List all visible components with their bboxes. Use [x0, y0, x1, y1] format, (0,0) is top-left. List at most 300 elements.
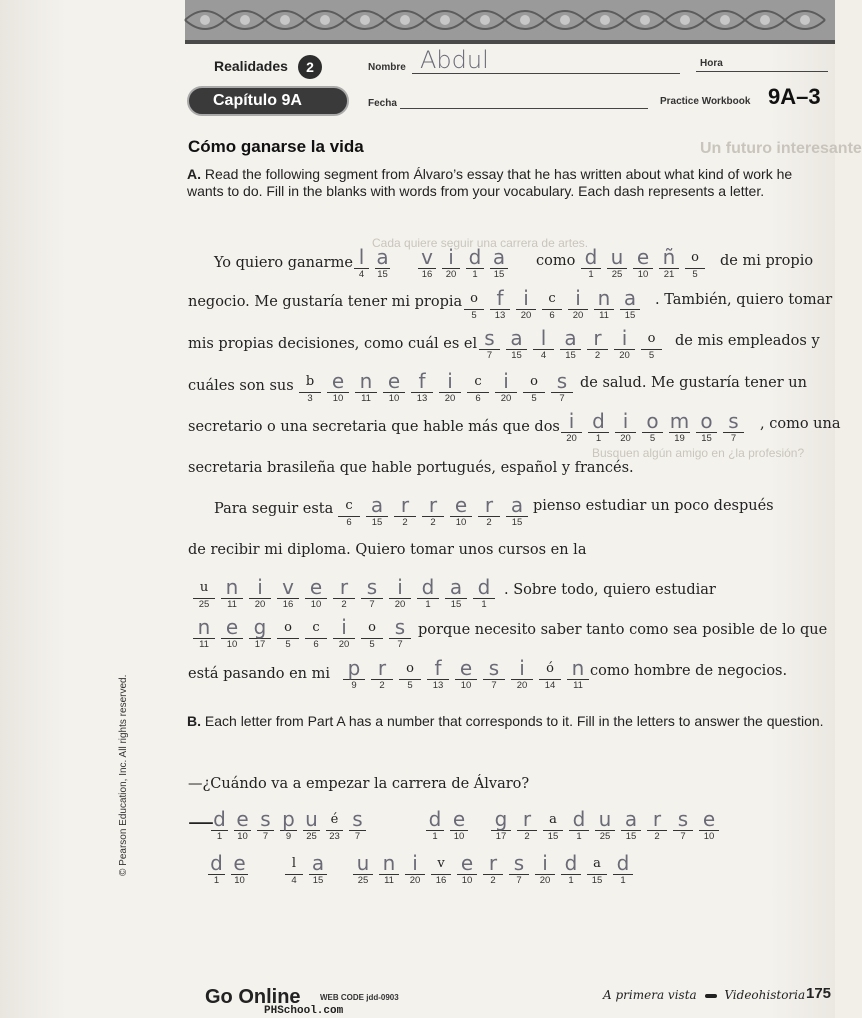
slot-number: 15	[624, 310, 636, 321]
hora-label: Hora	[700, 58, 723, 69]
letter-slot[interactable]	[374, 246, 391, 280]
slot-number: 6	[475, 393, 481, 404]
blank-la[interactable]	[284, 852, 332, 888]
slot-number: 1	[425, 599, 431, 610]
letter-slot[interactable]	[454, 657, 478, 691]
slot-number: 7	[491, 680, 497, 691]
fecha-line[interactable]	[400, 108, 648, 109]
slot-letter: l	[540, 326, 547, 350]
slot-number: 1	[588, 269, 594, 280]
letter-slot[interactable]	[668, 410, 691, 444]
essay-text: de mi propio	[720, 253, 814, 269]
letter-slot[interactable]	[248, 616, 272, 650]
letter-slot[interactable]	[370, 657, 394, 691]
slot-number: 15	[625, 831, 637, 842]
letter-slot[interactable]	[612, 852, 634, 886]
letter-slot[interactable]	[559, 327, 582, 361]
letter-slot[interactable]	[586, 852, 608, 886]
letter-slot[interactable]	[332, 616, 356, 650]
letter-slot[interactable]	[449, 808, 469, 842]
letter-slot[interactable]	[508, 852, 530, 886]
letter-slot[interactable]	[276, 616, 300, 650]
essay-text: porque necesito saber tanto como sea posible de lo que	[418, 622, 828, 638]
letter-slot[interactable]	[382, 370, 406, 404]
letter-slot[interactable]	[580, 246, 602, 280]
letter-slot[interactable]	[620, 808, 642, 842]
slot-number: 10	[455, 517, 467, 528]
letter-slot[interactable]	[510, 657, 534, 691]
slot-letter: s	[352, 807, 363, 831]
decorative-banner	[185, 0, 835, 44]
letter-slot[interactable]	[489, 287, 511, 321]
letter-slot[interactable]	[398, 657, 422, 691]
slot-number: 2	[654, 831, 660, 842]
letter-slot[interactable]	[478, 327, 501, 361]
slot-letter: i	[542, 851, 548, 875]
blank-graduarse[interactable]	[490, 808, 724, 844]
slot-number: 11	[199, 639, 209, 650]
letter-slot[interactable]	[505, 494, 529, 528]
slot-letter: g	[494, 807, 508, 831]
slot-letter: a	[370, 493, 384, 517]
slot-letter: u	[199, 580, 209, 595]
bleed-through-text: Un futuro interesante	[700, 140, 862, 157]
letter-slot[interactable]	[354, 370, 378, 404]
essay-text: secretaria brasileña que hable portugués, español y francés.	[188, 460, 634, 476]
slot-letter: c	[548, 291, 556, 306]
slot-number: 20	[520, 310, 532, 321]
book-section	[603, 988, 805, 1002]
blank-de[interactable]	[207, 852, 253, 888]
letter-slot[interactable]	[388, 616, 412, 650]
letter-slot[interactable]	[532, 327, 555, 361]
practice-workbook-label: Practice Workbook	[660, 96, 751, 107]
letter-slot[interactable]	[325, 808, 344, 842]
slot-letter: l	[291, 856, 297, 871]
slot-number: 11	[227, 599, 237, 610]
slot-letter: s	[488, 656, 500, 680]
slot-letter: i	[568, 409, 575, 433]
essay-text: como	[536, 253, 576, 269]
slot-number: 20	[572, 310, 584, 321]
essay-text: de salud. Me gustaría tener un	[580, 375, 807, 391]
letter-slot[interactable]	[220, 616, 244, 650]
slot-number: 1	[576, 831, 582, 842]
letter-slot[interactable]	[566, 657, 590, 691]
letter-slot[interactable]	[567, 287, 589, 321]
letter-slot[interactable]	[248, 576, 272, 610]
slot-number: 7	[730, 433, 737, 444]
slot-letter: p	[347, 656, 361, 680]
page-number: 175	[806, 985, 832, 1002]
letter-slot[interactable]	[410, 370, 434, 404]
letter-slot[interactable]	[658, 246, 680, 280]
letter-slot[interactable]	[698, 808, 720, 842]
slot-letter: e	[636, 245, 650, 269]
slot-letter: e	[454, 493, 468, 517]
slot-number: 15	[312, 875, 324, 886]
slot-number: 13	[416, 393, 428, 404]
slot-letter: r	[522, 807, 532, 831]
slot-number: 15	[493, 269, 505, 280]
letter-slot[interactable]	[613, 327, 636, 361]
letter-slot[interactable]	[534, 852, 556, 886]
slot-number: 6	[549, 310, 555, 321]
blank-profesion[interactable]	[342, 657, 594, 693]
slot-letter: a	[593, 856, 601, 871]
letter-slot[interactable]	[482, 852, 504, 886]
letter-slot[interactable]	[614, 410, 637, 444]
letter-slot[interactable]	[365, 494, 389, 528]
letter-slot[interactable]	[388, 576, 412, 610]
slot-number: 7	[397, 639, 403, 650]
slot-number: 20	[619, 350, 630, 361]
part-b-question: —¿Cuándo va a empezar la carrera de Álvaro?	[188, 776, 530, 792]
slot-letter: e	[236, 807, 249, 831]
slot-letter: e	[387, 369, 401, 393]
slot-number: 25	[306, 831, 317, 842]
web-code: WEB CODE jdd-0903	[320, 993, 399, 1002]
letter-slot[interactable]	[233, 808, 252, 842]
slot-letter: c	[474, 374, 482, 389]
slot-number: 10	[703, 831, 715, 842]
blank-beneficios[interactable]	[298, 370, 578, 406]
letter-slot[interactable]	[516, 808, 538, 842]
slot-letter: d	[477, 575, 491, 599]
blank-la[interactable]	[353, 246, 395, 282]
blank-de[interactable]	[425, 808, 473, 844]
blank-universidad[interactable]	[192, 576, 500, 612]
letter-slot[interactable]	[672, 808, 694, 842]
letter-slot[interactable]	[456, 852, 478, 886]
letter-slot[interactable]	[348, 808, 367, 842]
slot-number: 7	[354, 831, 361, 842]
slot-number: 5	[407, 680, 413, 691]
letter-slot[interactable]	[560, 410, 583, 444]
slot-letter: ñ	[662, 245, 676, 269]
letter-slot[interactable]	[304, 576, 328, 610]
letter-slot[interactable]	[641, 410, 664, 444]
blank-dueno[interactable]	[580, 246, 710, 282]
letter-slot[interactable]	[587, 410, 610, 444]
slot-letter: s	[484, 326, 495, 350]
slot-letter: e	[225, 615, 239, 639]
slot-letter: p	[282, 807, 295, 831]
slot-letter: é	[330, 812, 339, 827]
letter-slot[interactable]	[542, 808, 564, 842]
slot-number: 15	[511, 350, 522, 361]
letter-slot[interactable]	[352, 852, 374, 886]
letter-slot[interactable]	[207, 852, 226, 886]
slot-letter: i	[448, 245, 454, 269]
part-a-text: Read the following segment from Álvaro’s essay that he has written about what kind of work he wants to do. Fill in the blanks with words from your vocabulary. Each dash represents a letter.	[187, 166, 793, 199]
letter-slot[interactable]	[593, 287, 615, 321]
slot-letter: s	[260, 807, 271, 831]
slot-number: 2	[524, 831, 530, 842]
letter-slot[interactable]	[220, 576, 244, 610]
letter-slot[interactable]	[515, 287, 537, 321]
slot-number: 15	[450, 599, 462, 610]
letter-slot[interactable]	[256, 808, 275, 842]
letter-slot[interactable]	[302, 808, 321, 842]
slot-letter: r	[652, 807, 662, 831]
slot-number: 7	[559, 393, 565, 404]
letter-slot[interactable]	[326, 370, 350, 404]
slot-number: 15	[591, 875, 603, 886]
letter-slot[interactable]	[337, 494, 361, 528]
letter-slot[interactable]	[505, 327, 528, 361]
slot-number: 20	[566, 433, 577, 444]
slot-letter: r	[339, 575, 349, 599]
hora-line[interactable]	[696, 71, 828, 72]
letter-slot[interactable]	[550, 370, 574, 404]
slot-letter: a	[549, 812, 557, 827]
slot-number: 1	[213, 875, 220, 886]
slot-letter: l	[358, 245, 365, 269]
fecha-label: Fecha	[368, 98, 397, 109]
slot-number: 11	[361, 393, 371, 404]
letter-slot[interactable]	[421, 494, 445, 528]
slot-number: 15	[511, 517, 523, 528]
slot-letter: r	[484, 493, 494, 517]
slot-number: 10	[332, 393, 344, 404]
essay-text: cuáles son sus	[188, 378, 294, 394]
slot-letter: f	[496, 286, 504, 310]
essay-text: Para seguir esta	[214, 501, 334, 517]
letter-slot[interactable]	[298, 370, 322, 404]
slot-number: 2	[490, 875, 496, 886]
blank-universidad[interactable]	[352, 852, 638, 888]
slot-letter: d	[564, 851, 578, 875]
slot-letter: i	[523, 286, 529, 310]
slot-number: 10	[310, 599, 322, 610]
slot-letter: o	[368, 620, 376, 635]
letter-slot[interactable]	[441, 246, 461, 280]
slot-letter: e	[452, 807, 466, 831]
slot-number: 20	[539, 875, 551, 886]
slot-letter: n	[359, 369, 373, 393]
divider-icon	[705, 994, 717, 998]
letter-slot[interactable]	[360, 616, 384, 650]
essay-text: está pasando en mi	[188, 666, 330, 682]
slot-number: 10	[461, 875, 473, 886]
slot-number: 5	[649, 433, 656, 444]
slot-number: 15	[377, 269, 388, 280]
nombre-value[interactable]: Abdul	[420, 46, 489, 74]
essay-text: como hombre de negocios.	[590, 663, 788, 679]
letter-slot[interactable]	[230, 852, 249, 886]
letter-slot[interactable]	[522, 370, 546, 404]
slot-number: 4	[291, 875, 297, 886]
letter-slot[interactable]	[684, 246, 706, 280]
letter-slot[interactable]	[378, 852, 400, 886]
blank-negocios[interactable]	[192, 616, 416, 652]
phschool-link[interactable]: PHSchool.com	[264, 1005, 344, 1017]
letter-slot[interactable]	[568, 808, 590, 842]
letter-slot[interactable]	[482, 657, 506, 691]
slot-letter: r	[400, 493, 410, 517]
letter-slot[interactable]	[417, 246, 437, 280]
letter-slot[interactable]	[192, 576, 216, 610]
slot-letter: e	[331, 369, 345, 393]
slot-number: 11	[384, 875, 394, 886]
slot-number: 1	[216, 831, 223, 842]
letter-slot[interactable]	[416, 576, 440, 610]
essay-text: de mis empleados y	[675, 333, 820, 349]
slot-number: 7	[369, 599, 375, 610]
slot-number: 6	[346, 517, 352, 528]
slot-letter: a	[624, 807, 638, 831]
slot-number: 5	[369, 639, 375, 650]
slot-number: 7	[262, 831, 269, 842]
slot-number: 5	[531, 393, 537, 404]
letter-slot[interactable]	[538, 657, 562, 691]
slot-letter: n	[571, 656, 585, 680]
letter-slot[interactable]	[640, 327, 663, 361]
slot-number: 2	[594, 350, 601, 361]
letter-slot[interactable]	[430, 852, 452, 886]
letter-slot[interactable]	[284, 852, 304, 886]
letter-slot[interactable]	[426, 657, 450, 691]
slot-letter: r	[428, 493, 438, 517]
letter-slot[interactable]	[489, 246, 509, 280]
blank-oficina[interactable]	[463, 287, 645, 323]
essay-text: mis propias decisiones, como cuál es el	[188, 336, 478, 352]
essay-text: de recibir mi diploma. Quiero tomar unos cursos en la	[188, 542, 587, 558]
slot-letter: o	[530, 374, 538, 389]
slot-letter: o	[406, 661, 414, 676]
slot-number: 16	[421, 269, 433, 280]
letter-slot[interactable]	[695, 410, 718, 444]
slot-letter: d	[210, 851, 223, 875]
slot-letter: ó	[546, 661, 554, 676]
letter-slot[interactable]	[276, 576, 300, 610]
slot-number: 10	[388, 393, 400, 404]
letter-slot[interactable]	[465, 246, 485, 280]
slot-number: 15	[565, 350, 576, 361]
blank-carrera[interactable]	[337, 494, 533, 530]
letter-slot[interactable]	[586, 327, 609, 361]
letter-slot[interactable]	[619, 287, 641, 321]
letter-slot[interactable]	[438, 370, 462, 404]
letter-slot[interactable]	[541, 287, 563, 321]
letter-slot[interactable]	[210, 808, 229, 842]
letter-slot[interactable]	[342, 657, 366, 691]
slot-letter: e	[702, 807, 716, 831]
blank-salario[interactable]	[478, 327, 667, 363]
slot-number: 2	[379, 680, 385, 691]
slot-letter: i	[412, 851, 418, 875]
letter-slot[interactable]	[472, 576, 496, 610]
letter-slot[interactable]	[606, 246, 628, 280]
slot-letter: a	[492, 245, 506, 269]
part-b-letter: B.	[187, 713, 201, 729]
letter-slot[interactable]	[404, 852, 426, 886]
slot-number: 10	[460, 680, 472, 691]
slot-letter: s	[728, 409, 739, 433]
letter-slot[interactable]	[560, 852, 582, 886]
slot-number: 1	[568, 875, 574, 886]
letter-slot[interactable]	[304, 616, 328, 650]
slot-number: 20	[500, 393, 512, 404]
letter-slot[interactable]	[494, 370, 518, 404]
slot-letter: d	[468, 245, 482, 269]
slot-number: 1	[595, 433, 602, 444]
letter-slot[interactable]	[466, 370, 490, 404]
slot-letter: c	[312, 620, 320, 635]
slot-number: 13	[432, 680, 444, 691]
essay-text: Yo quiero ganarme	[214, 255, 353, 271]
page-title: Cómo ganarse la vida	[188, 137, 364, 156]
slot-letter: r	[593, 326, 602, 350]
slot-number: 9	[285, 831, 292, 842]
slot-number: 2	[486, 517, 492, 528]
letter-slot[interactable]	[632, 246, 654, 280]
slot-letter: d	[592, 409, 605, 433]
blank-vida[interactable]	[417, 246, 513, 282]
letter-slot[interactable]	[393, 494, 417, 528]
letter-slot[interactable]	[308, 852, 328, 886]
slot-letter: i	[341, 615, 347, 639]
letter-slot[interactable]	[192, 616, 216, 650]
letter-slot[interactable]	[646, 808, 668, 842]
slot-number: 20	[409, 875, 421, 886]
slot-number: 20	[444, 393, 456, 404]
slot-number: 2	[341, 599, 347, 610]
letter-slot[interactable]	[463, 287, 485, 321]
slot-letter: a	[623, 286, 637, 310]
slot-letter: n	[225, 575, 239, 599]
slot-letter: n	[382, 851, 396, 875]
slot-letter: b	[305, 374, 315, 389]
slot-letter: m	[669, 409, 690, 433]
realidades-level-badge: 2	[298, 55, 322, 79]
slot-letter: u	[610, 245, 624, 269]
slot-letter: a	[510, 493, 524, 517]
slot-letter: d	[421, 575, 435, 599]
blank-idiomas[interactable]	[560, 410, 749, 446]
slot-number: 2	[402, 517, 408, 528]
letter-slot[interactable]	[444, 576, 468, 610]
slot-number: 10	[453, 831, 465, 842]
slot-letter: o	[700, 409, 713, 433]
letter-slot[interactable]	[594, 808, 616, 842]
answer-dash: —	[188, 807, 214, 837]
slot-letter: u	[598, 807, 612, 831]
letter-slot[interactable]	[279, 808, 298, 842]
slot-number: 15	[547, 831, 559, 842]
letter-slot[interactable]	[353, 246, 370, 280]
copyright-notice: © Pearson Education, Inc. All rights reserved.	[118, 674, 129, 876]
bleed-through-text: Busquen algún amigo en ¿la profesión?	[592, 446, 805, 460]
letter-slot[interactable]	[490, 808, 512, 842]
slot-number: 1	[481, 599, 487, 610]
slot-letter: r	[488, 851, 498, 875]
slot-letter: d	[584, 245, 598, 269]
letter-slot[interactable]	[449, 494, 473, 528]
blank-despues[interactable]	[210, 808, 371, 844]
slot-letter: d	[213, 807, 226, 831]
slot-letter: i	[447, 369, 453, 393]
letter-slot[interactable]	[425, 808, 445, 842]
slot-number: 14	[544, 680, 556, 691]
essay-text: secretario o una secretaria que hable más que dos	[188, 419, 560, 435]
slot-number: 7	[516, 875, 522, 886]
letter-slot[interactable]	[722, 410, 745, 444]
letter-slot[interactable]	[332, 576, 356, 610]
letter-slot[interactable]	[477, 494, 501, 528]
letter-slot[interactable]	[360, 576, 384, 610]
